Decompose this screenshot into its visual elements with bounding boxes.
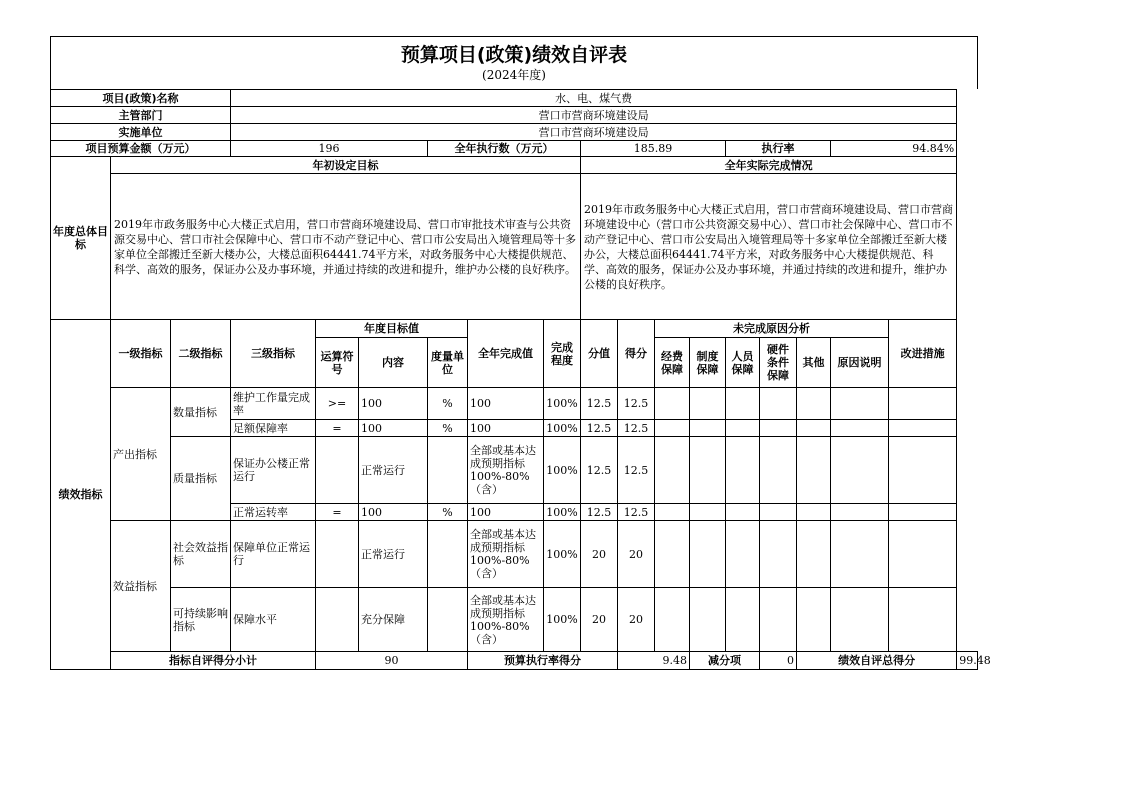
empty-cell <box>726 588 760 652</box>
indicator-name: 保证办公楼正常运行 <box>231 437 316 504</box>
indicator-weight: 20 <box>581 588 618 652</box>
indicator-degree: 100% <box>544 588 581 652</box>
indicator-unit <box>428 521 468 588</box>
indicator-degree: 100% <box>544 521 581 588</box>
header-r1: 经费保障 <box>655 338 690 388</box>
empty-cell <box>726 437 760 504</box>
empty-cell <box>726 388 760 420</box>
evaluation-table <box>50 89 991 670</box>
header-annual-target: 年度目标值 <box>316 320 468 338</box>
indicator-degree: 100% <box>544 437 581 504</box>
benefit-label: 效益指标 <box>111 521 171 652</box>
goals-set-label: 年初设定目标 <box>111 157 581 174</box>
indicator-content: 正常运行 <box>359 437 428 504</box>
goals-set-text: 2019年市政务服务中心大楼正式启用，营口市营商环境建设局、营口市审批技术审查与公共资源交易中心、营口市社会保障中心、营口市不动产登记中心、营口市公安局出入境管理局等十多家单位全部搬迁至新大楼办公，大楼总面积64441.74平方米，对政务服务中心大楼提供规范、科学、高效的服务，保证办公及办事环境，并通过持续的改进和提升，维护办公楼的良好秩序。 <box>111 174 581 320</box>
empty-cell <box>690 504 726 521</box>
empty-cell <box>889 420 957 437</box>
deduct-value: 0 <box>760 652 797 670</box>
header-weight: 分值 <box>581 320 618 388</box>
indicator-weight: 12.5 <box>581 388 618 420</box>
indicator-content: 100 <box>359 504 428 521</box>
header-r2: 制度保障 <box>690 338 726 388</box>
project-name-value: 水、电、煤气费 <box>231 90 957 107</box>
quality-label: 质量指标 <box>171 437 231 521</box>
indicator-op <box>316 588 359 652</box>
empty-cell <box>690 521 726 588</box>
evaluation-sheet <box>50 36 991 670</box>
empty-cell <box>831 521 889 588</box>
header-level1: 一级指标 <box>111 320 171 388</box>
title-box <box>50 36 978 89</box>
indicator-degree: 100% <box>544 420 581 437</box>
indicator-op <box>316 521 359 588</box>
output-label: 产出指标 <box>111 388 171 521</box>
indicator-score: 12.5 <box>618 388 655 420</box>
indicator-degree: 100% <box>544 388 581 420</box>
indicator-weight: 12.5 <box>581 420 618 437</box>
indicator-score: 20 <box>618 521 655 588</box>
goals-actual-text: 2019年市政务服务中心大楼正式启用，营口市营商环境建设局、营口市营商环境建设中心（营口市公共资源交易中心）、营口市社会保障中心、营口市不动产登记中心、营口市公安局出入境管理局等十多家单位全部搬迁至新大楼办公，大楼总面积64441.74平方米，对政务服务中心大楼提供规范、科学、高效的服务，保证办公及办事环境，并通过持续的改进和提升，维护办公楼的良好秩序。 <box>581 174 957 320</box>
deduct-label: 减分项 <box>690 652 760 670</box>
indicator-actual: 全部或基本达成预期指标100%-80%（含） <box>468 588 544 652</box>
header-score: 得分 <box>618 320 655 388</box>
empty-cell <box>655 504 690 521</box>
empty-cell <box>655 388 690 420</box>
header-content: 内容 <box>359 338 428 388</box>
indicator-content: 100 <box>359 388 428 420</box>
indicator-score: 12.5 <box>618 437 655 504</box>
indicators-section-label: 绩效指标 <box>51 320 111 670</box>
indicator-op: = <box>316 504 359 521</box>
empty-cell <box>797 521 831 588</box>
header-r5: 其他 <box>797 338 831 388</box>
empty-cell <box>831 588 889 652</box>
empty-cell <box>797 388 831 420</box>
empty-cell <box>760 437 797 504</box>
empty-cell <box>655 521 690 588</box>
indicator-name: 维护工作量完成率 <box>231 388 316 420</box>
header-degree: 完成程度 <box>544 320 581 388</box>
project-name-label: 项目(政策)名称 <box>51 90 231 107</box>
exec-label: 全年执行数（万元） <box>428 141 581 157</box>
exec-score-label: 预算执行率得分 <box>468 652 618 670</box>
indicator-score: 12.5 <box>618 504 655 521</box>
empty-cell <box>797 437 831 504</box>
indicator-unit <box>428 588 468 652</box>
goals-section-label: 年度总体目标 <box>51 157 111 320</box>
impl-label: 实施单位 <box>51 124 231 141</box>
indicator-score: 12.5 <box>618 420 655 437</box>
empty-cell <box>690 437 726 504</box>
indicator-name: 足额保障率 <box>231 420 316 437</box>
indicator-content: 正常运行 <box>359 521 428 588</box>
subtotal-label: 指标自评得分小计 <box>111 652 316 670</box>
indicator-weight: 12.5 <box>581 504 618 521</box>
dept-label: 主管部门 <box>51 107 231 124</box>
empty-cell <box>726 504 760 521</box>
empty-cell <box>655 420 690 437</box>
empty-cell <box>889 388 957 420</box>
dept-value: 营口市营商环境建设局 <box>231 107 957 124</box>
indicator-op: = <box>316 420 359 437</box>
empty-cell <box>831 437 889 504</box>
indicator-weight: 12.5 <box>581 437 618 504</box>
social-label: 社会效益指标 <box>171 521 231 588</box>
empty-cell <box>797 504 831 521</box>
empty-cell <box>726 521 760 588</box>
header-actual: 全年完成值 <box>468 320 544 388</box>
indicator-op <box>316 437 359 504</box>
budget-value: 196 <box>231 141 428 157</box>
empty-cell <box>889 521 957 588</box>
budget-label: 项目预算金额（万元） <box>51 141 231 157</box>
goals-actual-label: 全年实际完成情况 <box>581 157 957 174</box>
table-row <box>51 521 978 588</box>
header-unit: 度量单位 <box>428 338 468 388</box>
empty-cell <box>726 420 760 437</box>
empty-cell <box>760 388 797 420</box>
indicator-actual: 100 <box>468 504 544 521</box>
header-reason-group: 未完成原因分析 <box>655 320 889 338</box>
indicator-unit: % <box>428 388 468 420</box>
empty-cell <box>655 437 690 504</box>
subtotal-value: 90 <box>316 652 468 670</box>
indicator-name: 正常运转率 <box>231 504 316 521</box>
empty-cell <box>690 388 726 420</box>
empty-cell <box>831 420 889 437</box>
indicator-unit: % <box>428 504 468 521</box>
page-subtitle: (2024年度) <box>482 68 546 82</box>
empty-cell <box>797 420 831 437</box>
empty-cell <box>760 521 797 588</box>
total-label: 绩效自评总得分 <box>797 652 957 670</box>
exec-value: 185.89 <box>581 141 726 157</box>
empty-cell <box>831 388 889 420</box>
indicator-degree: 100% <box>544 504 581 521</box>
empty-cell <box>690 420 726 437</box>
indicator-score: 20 <box>618 588 655 652</box>
empty-cell <box>831 504 889 521</box>
header-level3: 三级指标 <box>231 320 316 388</box>
rate-label: 执行率 <box>726 141 831 157</box>
header-improve: 改进措施 <box>889 320 957 388</box>
empty-cell <box>655 588 690 652</box>
rate-value: 94.84% <box>831 141 957 157</box>
header-r6: 原因说明 <box>831 338 889 388</box>
empty-cell <box>889 504 957 521</box>
header-r4: 硬件条件保障 <box>760 338 797 388</box>
empty-cell <box>889 588 957 652</box>
total-value: 99.48 <box>957 652 978 670</box>
empty-cell <box>797 588 831 652</box>
exec-score-value: 9.48 <box>618 652 690 670</box>
indicator-actual: 全部或基本达成预期指标100%-80%（含） <box>468 521 544 588</box>
empty-cell <box>690 588 726 652</box>
indicator-unit: % <box>428 420 468 437</box>
table-row <box>51 388 978 420</box>
header-level2: 二级指标 <box>171 320 231 388</box>
empty-cell <box>760 504 797 521</box>
page-title: 预算项目(政策)绩效自评表 <box>400 44 628 66</box>
table-row <box>51 588 978 652</box>
indicator-content: 充分保障 <box>359 588 428 652</box>
indicator-op: >= <box>316 388 359 420</box>
indicator-actual: 100 <box>468 388 544 420</box>
indicator-unit <box>428 437 468 504</box>
header-op: 运算符号 <box>316 338 359 388</box>
empty-cell <box>760 420 797 437</box>
table-row <box>51 437 978 504</box>
indicator-actual: 全部或基本达成预期指标100%-80%（含） <box>468 437 544 504</box>
empty-cell <box>889 437 957 504</box>
indicator-content: 100 <box>359 420 428 437</box>
indicator-name: 保障水平 <box>231 588 316 652</box>
empty-cell <box>760 588 797 652</box>
impl-value: 营口市营商环境建设局 <box>231 124 957 141</box>
indicator-actual: 100 <box>468 420 544 437</box>
header-r3: 人员保障 <box>726 338 760 388</box>
indicator-name: 保障单位正常运行 <box>231 521 316 588</box>
indicator-weight: 20 <box>581 521 618 588</box>
sustain-label: 可持续影响指标 <box>171 588 231 652</box>
quantity-label: 数量指标 <box>171 388 231 437</box>
